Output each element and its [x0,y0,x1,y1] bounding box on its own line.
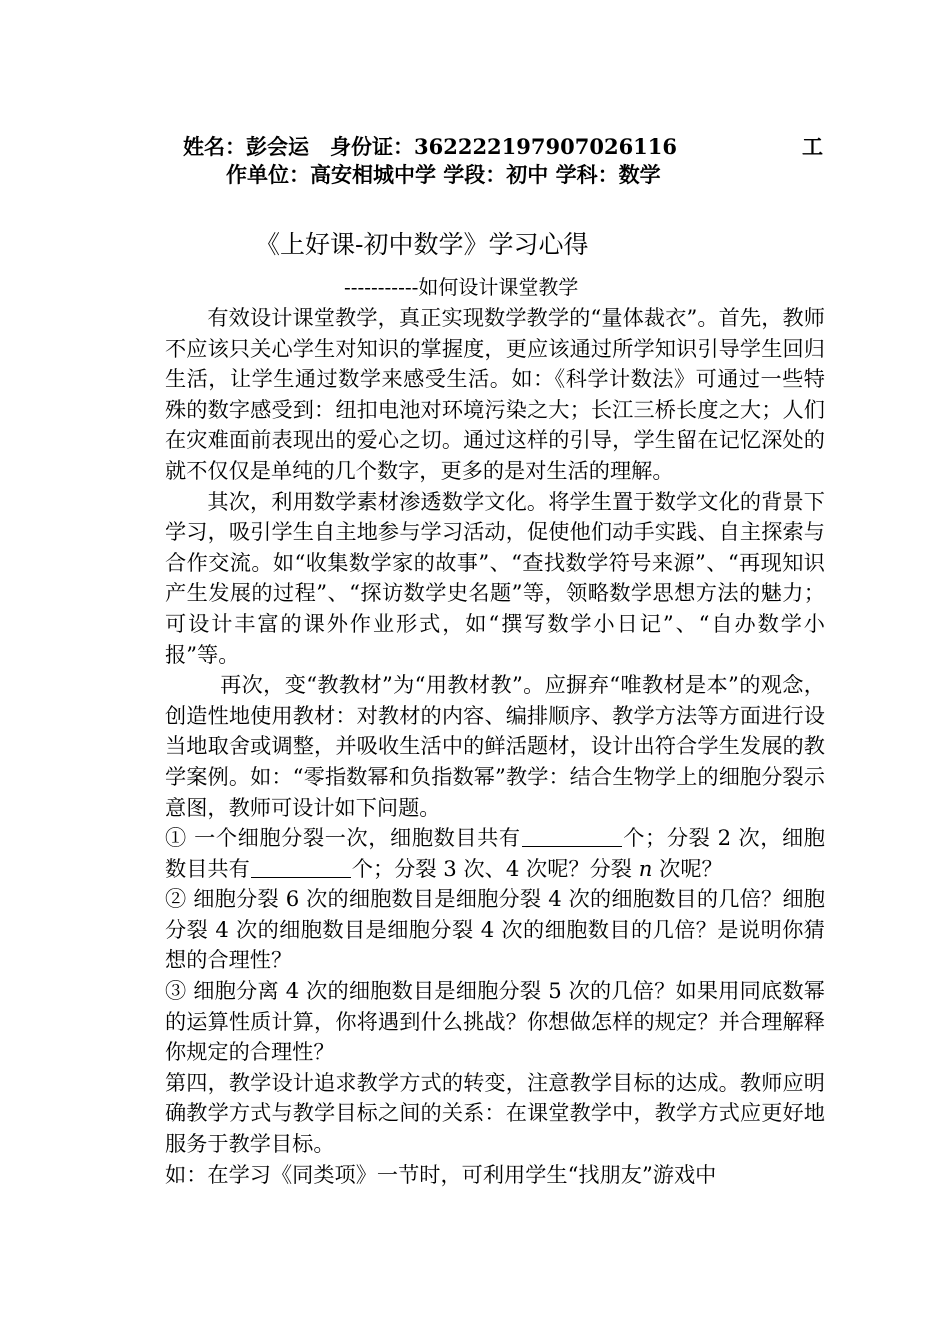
document-title: 《上好课-初中数学》学习心得 [255,230,589,259]
question-3: ③ 细胞分离 4 次的细胞数目是细胞分裂 5 次的几倍？如果用同底数幂的运算性质计算，你将遇到什么挑战？你想做怎样的规定？并合理解释你规定的合理性？ [165,978,825,1065]
author-info-line-1 [183,133,823,161]
paragraph-4: 第四，教学设计追求教学方式的转变，注意教学目标的达成。教师应明确教学方式与教学目标之间的关系：在课堂教学中，教学方式应更好地服务于教学目标。 [165,1069,825,1157]
variable-n: n [638,855,653,881]
question-1: ① 一个细胞分裂一次，细胞数目共有 个；分裂 2 次，细胞数目共有 个；分裂 3 次、4 次呢？分裂 n 次呢？ [165,825,825,881]
document-body [165,303,825,1190]
author-info-line-2: 作单位：高安相城中学 学段：初中 学科：数学 [226,162,661,187]
answer-blank [251,855,351,878]
question-2: ② 细胞分裂 6 次的细胞数目是细胞分裂 4 次的细胞数目的几倍？细胞分裂 4 次的细胞数目是细胞分裂 4 次的细胞数目的几倍？是说明你猜想的合理性？ [165,886,825,973]
paragraph-3: 再次，变“教教材”为“用教材教”。应摒弃“唯教材是本”的观念，创造性地使用教材：对教材的内容、编排顺序、教学方法等方面进行设当地取舍或调整，并吸收生活中的鲜活题材，设计出符合学生发展的教学案例。如：“零指数幂和负指数幂”教学：结合生物学上的细胞分裂示意图，教师可设计如下问题。 [165,672,825,820]
paragraph-1: 有效设计课堂教学，真正实现数学教学的“量体裁衣”。首先，教师不应该只关心学生对知识的掌握度，更应该通过所学知识引导学生回归生活，让学生通过数学来感受生活。如：《科学计数法》可通过一些特殊的数字感受到：纽扣电池对环境污染之大；长江三桥长度之大；人们在灾难面前表现出的爱心之切。通过这样的引导，学生留在记忆深处的就不仅仅是单纯的几个数字，更多的是对生活的理解。 [165,305,825,483]
document-subtitle: -----------如何设计课堂教学 [344,275,579,299]
answer-blank [522,824,622,847]
paragraph-5: 如：在学习《同类项》一节时，可利用学生“找朋友”游戏中 [165,1161,717,1187]
work-unit-wrap-start: 工 [802,134,823,159]
paragraph-2: 其次，利用数学素材渗透数学文化。将学生置于数学文化的背景下学习，吸引学生自主地参与学习活动，促使他们动手实践、自主探索与合作交流。如“收集数学家的故事”、“查找数学符号来源”、“再现知识产生发展的过程”、“探访数学史名题”等，领略数学思想方法的魅力；可设计丰富的课外作业形式，如“撰写数学小日记”、“自办数学小报”等。 [165,488,825,667]
author-name-id: 姓名：彭会运 身份证：362222197907026116 [183,134,678,159]
